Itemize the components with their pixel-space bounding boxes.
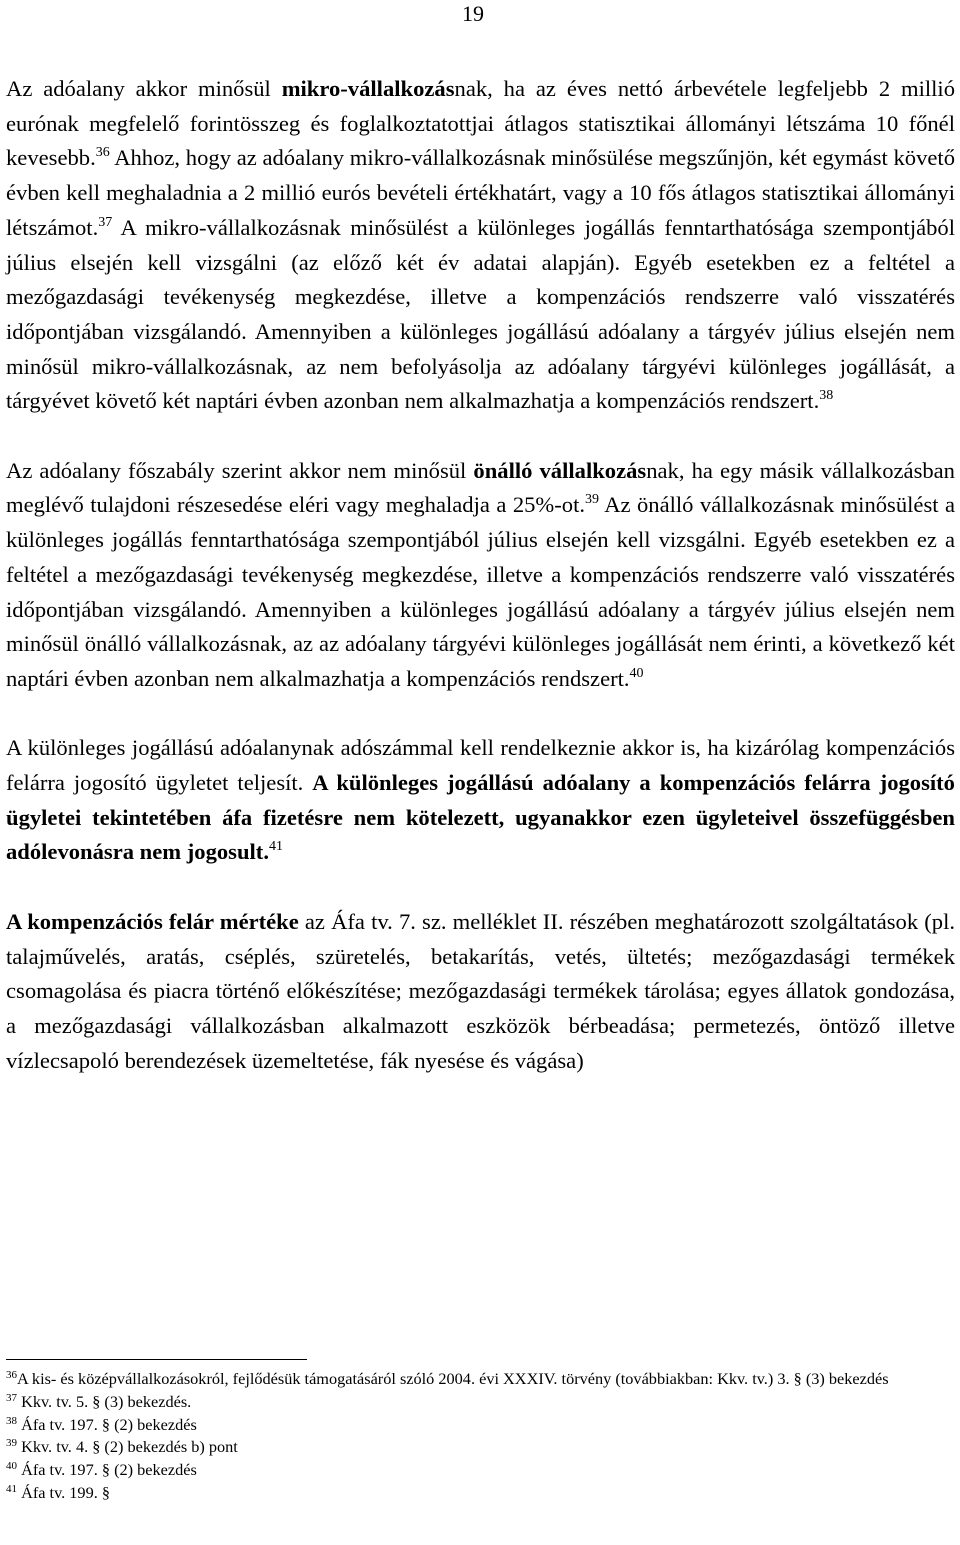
text-run: az Áfa tv. 7. sz. melléklet II. részében meghatározott szolgáltatások (pl. talajművelés, aratás, cséplés, szüretelés, betakarítás, vetés, ültetés; mezőgazdasági termékek csomagolása és piacra történő előkészítése; mezőgazdasági termékek tárolása; egyes állatok gondozása, a mezőgazdasági vállalkozásban alkalmazott eszközök bérbeadása; permetezés, öntöző illetve vízlecsapoló berendezések üzemeltetése, fák nyesése és vágása) [6,908,955,1073]
footnote-ref: 36 [95,145,110,161]
footnote-ref: 41 [268,839,283,855]
bold-term: A kompenzációs felár mértéke [6,908,299,934]
paragraph-micro-enterprise [6,72,955,419]
footnote-number: 38 [6,1414,17,1427]
footnote-number: 36 [6,1369,17,1381]
footnote-separator [6,1359,307,1360]
footnote-text: Áfa tv. 199. § [17,1482,110,1502]
footnote-41 [6,1482,955,1505]
footnote-39 [6,1436,955,1459]
footnote-36 [6,1368,955,1391]
footnote-text: A kis- és középvállalkozásokról, fejlődésük támogatásáról szóló 2004. évi XXXIV. törvény (továbbiakban: Kkv. tv.) 3. § (3) bekezdés [17,1369,889,1388]
text-run: Az adóalany főszabály szerint akkor nem minősül [6,457,474,483]
footnote-text: Kkv. tv. 4. § (2) bekezdés b) pont [17,1437,238,1457]
footnote-text: Áfa tv. 197. § (2) bekezdés [17,1460,197,1480]
footnotes [6,1368,955,1505]
text-run: nak, ha egy másik vállalkozásban meglévő tulajdoni részesedése eléri vagy meghaladja a 25%-ot. [6,457,955,518]
text-run: Az adóalany akkor minősül [6,76,282,101]
bold-term: önálló vállalkozás [473,457,647,483]
text-run: Ahhoz, hogy az adóalany mikro-vállalkozásnak minősülése megszűnjön, két egymást követő évben kell meghaladnia a 2 millió eurós bevételi értékhatárt, vagy a 10 fős átlagos statisztikai állományi létszámot. [6,145,955,240]
paragraph-tax-number [6,731,955,870]
page-number: 19 [462,1,484,26]
paragraph-compensation-rate [6,905,955,1079]
footnote-number: 39 [6,1437,17,1450]
footnote-37 [6,1391,955,1414]
footnote-text: Áfa tv. 197. § (2) bekezdés [17,1414,197,1434]
text-run: A különleges jogállású adóalanynak adószámmal kell rendelkeznie akkor is, ha kizárólag kompenzációs felárra jogosító ügyletet teljesít. [6,735,955,796]
footnote-number: 41 [6,1482,17,1495]
body-text [6,72,955,1078]
text-run: nak, ha az éves nettó árbevétele legfeljebb 2 millió eurónak megfelelő forintösszeg és foglalkoztatottjai átlagos statisztikai állományi létszáma 10 főnél kevesebb. [6,76,955,171]
footnote-ref: 39 [585,492,599,508]
footnote-number: 40 [6,1460,17,1473]
paragraph-independent-enterprise [6,454,955,697]
footnote-38 [6,1414,955,1437]
footnote-ref: 40 [629,665,644,681]
bold-term: A különleges jogállású adóalany a kompenzációs felárra jogosító ügyletei tekintetében áfa fizetésre nem kötelezett, ugyanakkor ezen ügyleteivel összefüggésben adólevonásra nem jogosult. [6,770,955,865]
footnote-40 [6,1459,955,1482]
text-run: A mikro-vállalkozásnak minősülést a különleges jogállás fenntarthatósága szempontjából július elsején kell vizsgálni (az előző két év adatai alapján). Egyéb esetekben ez a feltétel a mezőgazdasági tevékenység megkezdése, illetve a kompenzációs rendszerre való visszatérés időpontjában vizsgálandó. Amennyiben a különleges jogállású adóalany a tárgyév július elsején nem minősül mikro-vállalkozásnak, az nem befolyásolja az adóalany tárgyévi különleges jogállását, a tárgyévet követő két naptári évben azonban nem alkalmazhatja a kompenzációs rendszert. [6,214,955,414]
text-run: Az önálló vállalkozásnak minősülést a különleges jogállás fenntarthatósága szempontjából július elsején kell vizsgálni. Egyéb esetekben ez a feltétel a mezőgazdasági tevékenység megkezdése, illetve a kompenzációs rendszerre való visszatérés időpontjában vizsgálandó. Amennyiben a különleges jogállású adóalany a tárgyév július elsején nem minősül önálló vállalkozásnak, az az adóalany tárgyévi különleges jogállását nem érinti, a következő két naptári évben azonban nem alkalmazhatja a kompenzációs rendszert. [6,492,955,691]
footnote-number: 37 [6,1391,17,1404]
footnote-text: Kkv. tv. 5. § (3) bekezdés. [17,1391,192,1411]
footnote-ref: 38 [819,388,834,404]
bold-term: mikro-vállalkozás [281,76,455,101]
footnote-ref: 37 [98,214,113,230]
